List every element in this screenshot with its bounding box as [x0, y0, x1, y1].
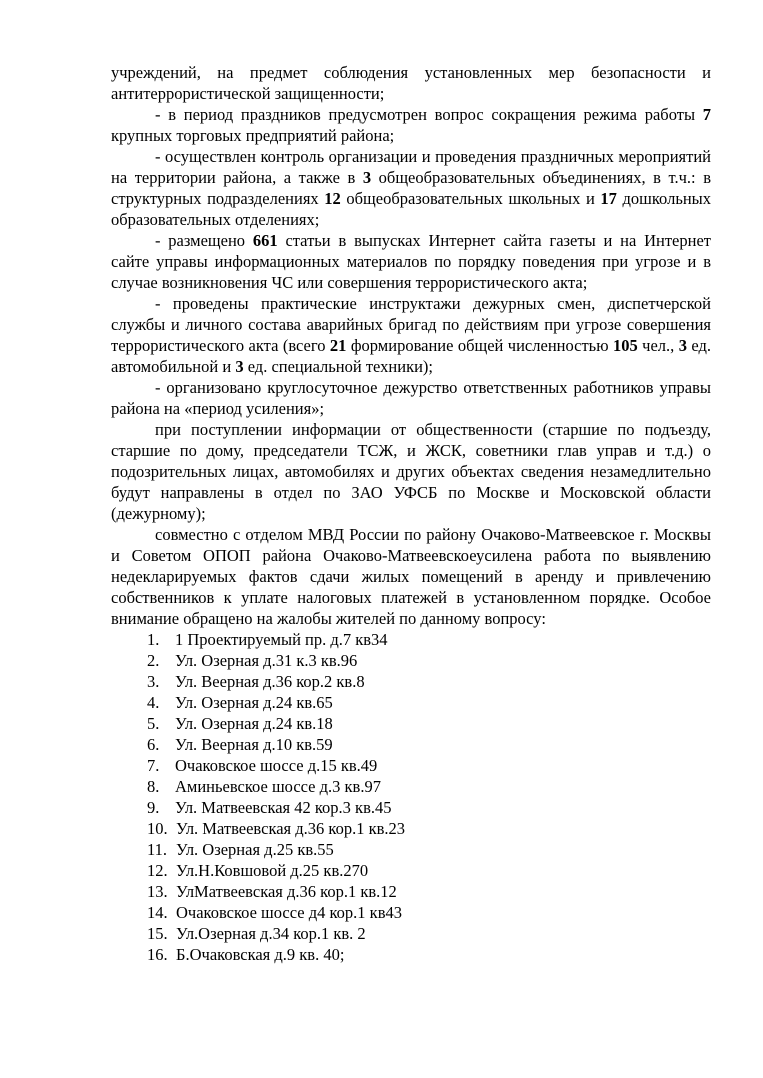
text-run: общеобразовательных школьных и — [340, 189, 601, 208]
text-run: крупных торговых предприятий района; — [111, 126, 395, 145]
list-item — [111, 860, 711, 881]
list-item — [111, 713, 711, 734]
list-text: Ул. Матвеевская 42 кор.3 кв.45 — [175, 798, 392, 817]
list-number: 8. — [147, 777, 160, 796]
list-text: Ул. Веерная д.36 кор.2 кв.8 — [175, 672, 365, 691]
list-item — [111, 818, 711, 839]
list-item — [111, 776, 711, 797]
list-text: Ул.Озерная д.34 кор.1 кв. 2 — [176, 924, 366, 943]
list-item — [111, 923, 711, 944]
list-number: 14. — [147, 903, 168, 922]
list-number: 15. — [147, 924, 168, 943]
text-run: дошкольных образовательных отделениях; — [111, 189, 712, 229]
list-text: Очаковское шоссе д.15 кв.49 — [175, 756, 378, 775]
bold-number: 661 — [252, 231, 278, 250]
body-text — [111, 62, 711, 629]
list-text: Очаковское шоссе д4 кор.1 кв43 — [176, 903, 402, 922]
list-item — [111, 881, 711, 902]
bold-number: 3 — [235, 357, 244, 376]
text-run: ед. автомобильной и — [111, 336, 711, 376]
bold-number: 17 — [600, 189, 617, 208]
list-item — [111, 902, 711, 923]
list-text: Ул. Озерная д.25 кв.55 — [176, 840, 334, 859]
paragraph — [111, 62, 711, 104]
list-item — [111, 629, 711, 650]
paragraph — [111, 146, 711, 230]
list-number: 10. — [147, 819, 168, 838]
paragraph — [111, 524, 711, 629]
list-text: Ул. Веерная д.10 кв.59 — [175, 735, 333, 754]
list-number: 11. — [147, 840, 168, 859]
list-number: 4. — [147, 693, 160, 712]
bold-number: 105 — [612, 336, 638, 355]
list-item — [111, 797, 711, 818]
bold-number: 12 — [324, 189, 341, 208]
document-page — [111, 62, 711, 965]
list-item — [111, 671, 711, 692]
list-number: 7. — [147, 756, 160, 775]
paragraph — [111, 419, 711, 524]
bold-number: 21 — [329, 336, 347, 355]
list-number: 16. — [147, 945, 168, 964]
text-run: ед. специальной техники); — [243, 357, 433, 376]
text-run: - размещено — [155, 231, 253, 250]
list-item — [111, 755, 711, 776]
list-text: Ул.Н.Ковшовой д.25 кв.270 — [176, 861, 369, 880]
list-item — [111, 650, 711, 671]
list-item — [111, 944, 711, 965]
text-run: формирование общей численностью — [346, 336, 613, 355]
paragraph — [111, 104, 711, 146]
paragraph — [111, 293, 711, 377]
list-text: Ул. Матвеевская д.36 кор.1 кв.23 — [176, 819, 406, 838]
list-number: 9. — [147, 798, 160, 817]
list-text: Ул. Озерная д.24 кв.18 — [175, 714, 333, 733]
list-number: 6. — [147, 735, 160, 754]
list-text: УлМатвеевская д.36 кор.1 кв.12 — [176, 882, 397, 901]
text-run: при поступлении информации от общественности (старшие по подъезду, старшие по дому, председатели ТСЖ, и ЖСК, советники глав управ и т.д.) о подозрительных лицах, автомобилях и других объектах сведения незамедлительно будут направлены в отдел по ЗАО УФСБ по Москве и Московской области (дежурному); — [111, 420, 711, 523]
text-run: учреждений, на предмет соблюдения установленных мер безопасности и антитеррористической защищенности; — [111, 63, 711, 103]
paragraph — [111, 377, 711, 419]
list-number: 12. — [147, 861, 168, 880]
list-number: 5. — [147, 714, 160, 733]
address-list — [111, 629, 711, 965]
text-run: - в период праздников предусмотрен вопрос сокращения режима работы — [155, 105, 703, 124]
text-run: чел., — [637, 336, 679, 355]
list-number: 2. — [147, 651, 160, 670]
list-text: Ул. Озерная д.24 кв.65 — [175, 693, 333, 712]
list-text: Б.Очаковская д.9 кв. 40; — [176, 945, 345, 964]
list-item — [111, 839, 711, 860]
list-item — [111, 692, 711, 713]
text-run: статьи в выпусках Интернет сайта газеты и на Интернет сайте управы информационных материалов по порядку поведения при угрозе и в случае возникновения ЧС или совершения террористического акта; — [111, 231, 712, 292]
bold-number: 3 — [362, 168, 372, 187]
bold-number: 7 — [702, 105, 711, 124]
list-number: 13. — [147, 882, 168, 901]
text-run: - осуществлен контроль организации и проведения праздничных мероприятий на территории района, а также в — [111, 147, 711, 187]
list-text: 1 Проектируемый пр. д.7 кв34 — [175, 630, 388, 649]
text-run: общеобразовательных объединениях, в т.ч.: в структурных подразделениях — [111, 168, 711, 208]
list-text: Ул. Озерная д.31 к.3 кв.96 — [175, 651, 358, 670]
list-item — [111, 734, 711, 755]
list-number: 1. — [147, 630, 160, 649]
paragraph — [111, 230, 711, 293]
list-number: 3. — [147, 672, 160, 691]
bold-number: 3 — [678, 336, 687, 355]
text-run: - организовано круглосуточное дежурство ответственных работников управы района на «период усиления»; — [111, 378, 711, 418]
text-run: - проведены практические инструктажи дежурных смен, диспетчерской службы и личного состава аварийных бригад по действиям при угрозе совершения террористического акта (всего — [111, 294, 711, 355]
list-text: Аминьевское шоссе д.3 кв.97 — [175, 777, 381, 796]
text-run: совместно с отделом МВД России по району Очаково-Матвеевское г. Москвы и Советом ОПОП района Очаково-Матвеевскоеусилена работа по выявлению недекларируемых фактов сдачи жилых помещений в аренду и привлечению собственников к уплате налоговых платежей в установленном порядке. Особое внимание обращено на жалобы жителей по данному вопросу: — [111, 525, 711, 628]
